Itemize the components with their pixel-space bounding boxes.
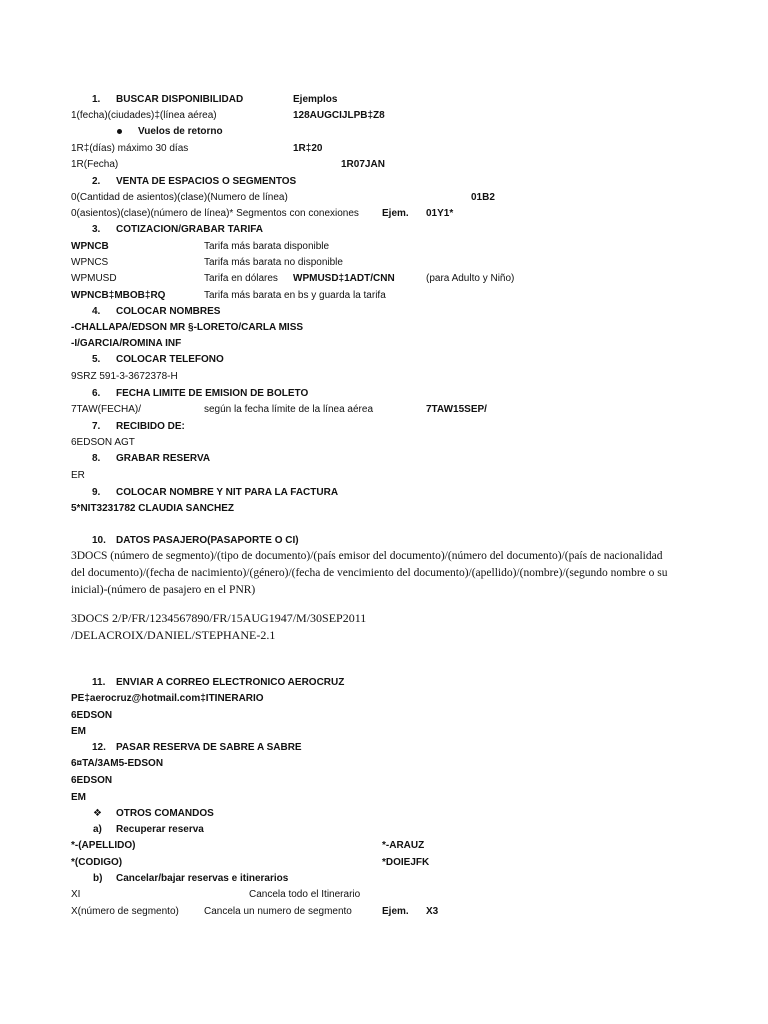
section-12-number: 12. bbox=[92, 742, 106, 753]
s3-row-cmd: WPMUSD bbox=[71, 273, 117, 284]
s4-line-1: -CHALLAPA/EDSON MR §-LORETO/CARLA MISS bbox=[71, 322, 304, 333]
section-8-number: 8. bbox=[92, 453, 101, 464]
s1-subtitle: Vuelos de retorno bbox=[138, 126, 223, 137]
s3-row-desc: Tarifa más barata disponible bbox=[204, 241, 330, 252]
s10-paragraph-line-1: 3DOCS (número de segmento)/(tipo de documento)/(país emisor del documento)/(número del documento)/(país de nacionalidad bbox=[71, 550, 663, 562]
otros-a-line-1: *-(APELLIDO) bbox=[71, 840, 136, 851]
section-1-number: 1. bbox=[92, 94, 101, 105]
otros-b-ejem-label: Ejem. bbox=[382, 906, 409, 917]
s2-line-1: 0(Cantidad de asientos)(clase)(Numero de línea) bbox=[71, 192, 288, 203]
otros-b-title: Cancelar/bajar reservas e itinerarios bbox=[116, 873, 289, 884]
section-2-number: 2. bbox=[92, 176, 101, 187]
section-10-number: 10. bbox=[92, 535, 106, 546]
s2-line-2-example: 01Y1* bbox=[426, 208, 454, 219]
section-4-title: COLOCAR NOMBRES bbox=[116, 306, 221, 317]
section-6-number: 6. bbox=[92, 388, 101, 399]
s10-paragraph-line-2: del documento)/(fecha de nacimiento)/(género)/(fecha de vencimiento del documento)/(apellido)/(nombre)/(segundo nombre o su bbox=[71, 567, 668, 579]
section-5-number: 5. bbox=[92, 354, 101, 365]
s12-line-3: EM bbox=[71, 792, 86, 803]
section-1-title: BUSCAR DISPONIBILIDAD bbox=[116, 94, 244, 105]
s10-example-line-1: 3DOCS 2/P/FR/1234567890/FR/15AUG1947/M/30SEP2011 bbox=[71, 611, 367, 625]
otros-b-line-1: XI bbox=[71, 889, 81, 900]
s1-line-2-example: 1R‡20 bbox=[293, 143, 323, 154]
s11-line-2: 6EDSON bbox=[71, 710, 113, 721]
s3-row-desc: Tarifa en dólares bbox=[204, 273, 278, 284]
s3-row-note: (para Adulto y Niño) bbox=[426, 273, 515, 284]
s1-line-1-example: 128AUGCIJLPB‡Z8 bbox=[293, 110, 385, 121]
otros-b-line-2-desc: Cancela un numero de segmento bbox=[204, 906, 352, 917]
s2-line-2: 0(asientos)(clase)(número de línea)* Segmentos con conexiones bbox=[71, 208, 359, 219]
s12-line-2: 6EDSON bbox=[71, 775, 113, 786]
s11-line-1: PE‡aerocruz@hotmail.com‡ITINERARIO bbox=[71, 693, 264, 704]
s2-line-1-example: 01B2 bbox=[471, 192, 495, 203]
s12-line-1: 6¤TA/3AM5-EDSON bbox=[71, 758, 164, 769]
s10-paragraph-line-3: inicial)-(número de pasajero en el PNR) bbox=[71, 584, 256, 596]
s6-line-1-desc: según la fecha límite de la línea aérea bbox=[204, 404, 373, 415]
s8-line-1: ER bbox=[71, 470, 85, 481]
s3-row-cmd: WPNCB bbox=[71, 241, 109, 252]
otros-a-line-1-example: *-ARAUZ bbox=[382, 840, 425, 851]
s9-line-1: 5*NIT3231782 CLAUDIA SANCHEZ bbox=[71, 503, 235, 514]
otros-a-line-2-example: *DOIEJFK bbox=[382, 857, 430, 868]
section-10-title: DATOS PASAJERO(PASAPORTE O CI) bbox=[116, 535, 299, 546]
section-4-number: 4. bbox=[92, 306, 101, 317]
s11-line-3: EM bbox=[71, 726, 86, 737]
section-7-title: RECIBIDO DE: bbox=[116, 421, 185, 432]
otros-b-line-2-example: X3 bbox=[426, 906, 439, 917]
diamond-bullet-icon: ❖ bbox=[93, 808, 102, 819]
s1-line-2: 1R‡(días) máximo 30 días bbox=[71, 143, 189, 154]
section-11-title: ENVIAR A CORREO ELECTRONICO AEROCRUZ bbox=[116, 677, 345, 688]
s3-row-desc: Tarifa más barata en bs y guarda la tarifa bbox=[204, 290, 386, 301]
bullet-icon bbox=[117, 129, 122, 134]
s2-ejem-label: Ejem. bbox=[382, 208, 409, 219]
section-5-title: COLOCAR TELEFONO bbox=[116, 354, 224, 365]
s4-line-2: -I/GARCIA/ROMINA INF bbox=[71, 338, 182, 349]
section-2-title: VENTA DE ESPACIOS O SEGMENTOS bbox=[116, 176, 297, 187]
s1-line-3-example: 1R07JAN bbox=[341, 159, 385, 170]
section-7-number: 7. bbox=[92, 421, 101, 432]
s3-row-cmd: WPNCB‡MBOB‡RQ bbox=[71, 290, 166, 301]
otros-a-label: a) bbox=[93, 824, 102, 835]
otros-b-line-1-desc: Cancela todo el Itinerario bbox=[249, 889, 361, 900]
otros-b-label: b) bbox=[93, 873, 103, 884]
s3-row-cmd: WPNCS bbox=[71, 257, 109, 268]
otros-a-line-2: *(CODIGO) bbox=[71, 857, 123, 868]
s3-row-example: WPMUSD‡1ADT/CNN bbox=[293, 273, 395, 284]
s6-line-1: 7TAW(FECHA)/ bbox=[71, 404, 141, 415]
otros-a-title: Recuperar reserva bbox=[116, 824, 204, 835]
section-6-title: FECHA LIMITE DE EMISION DE BOLETO bbox=[116, 388, 309, 399]
section-9-title: COLOCAR NOMBRE Y NIT PARA LA FACTURA bbox=[116, 487, 339, 498]
section-12-title: PASAR RESERVA DE SABRE A SABRE bbox=[116, 742, 302, 753]
s1-line-3: 1R(Fecha) bbox=[71, 159, 119, 170]
section-3-title: COTIZACION/GRABAR TARIFA bbox=[116, 224, 264, 235]
otros-b-line-2: X(número de segmento) bbox=[71, 906, 179, 917]
s6-line-1-example: 7TAW15SEP/ bbox=[426, 404, 487, 415]
s7-line-1: 6EDSON AGT bbox=[71, 437, 135, 448]
otros-title: OTROS COMANDOS bbox=[116, 808, 214, 819]
section-11-number: 11. bbox=[92, 677, 106, 688]
examples-label: Ejemplos bbox=[293, 94, 338, 105]
section-8-title: GRABAR RESERVA bbox=[116, 453, 211, 464]
section-9-number: 9. bbox=[92, 487, 101, 498]
s1-line-1: 1(fecha)(ciudades)‡(línea aérea) bbox=[71, 110, 217, 121]
s10-example-line-2: /DELACROIX/DANIEL/STEPHANE-2.1 bbox=[71, 628, 276, 642]
s3-row-desc: Tarifa más barata no disponible bbox=[204, 257, 343, 268]
section-3-number: 3. bbox=[92, 224, 101, 235]
s5-line-1: 9SRZ 591-3-3672378-H bbox=[71, 371, 178, 382]
